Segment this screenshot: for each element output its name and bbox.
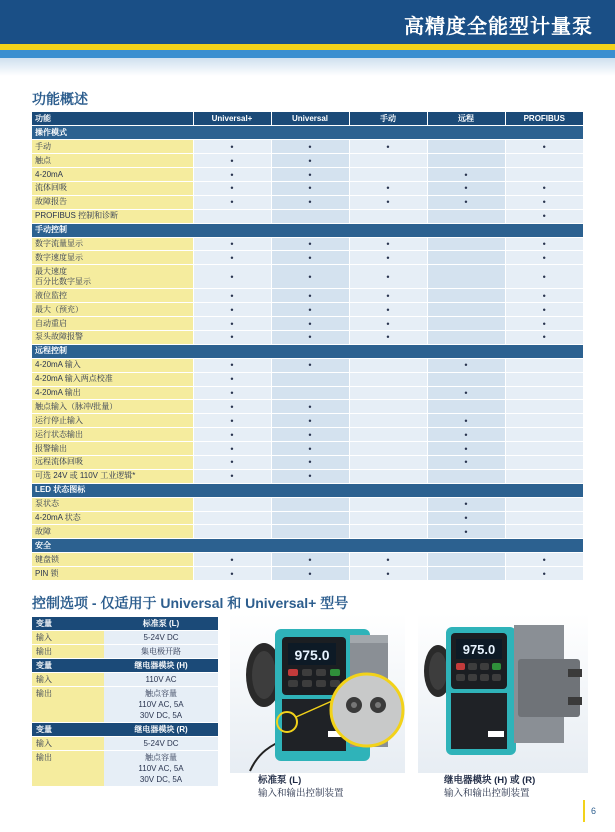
- feature-dot: •: [349, 195, 427, 209]
- feature-dot: •: [271, 358, 349, 372]
- feature-empty: [427, 567, 505, 581]
- feature-empty: [349, 372, 427, 386]
- module-header: 继电器模块 (H): [104, 659, 218, 673]
- control-row: [32, 673, 218, 687]
- feature-dot: •: [193, 372, 271, 386]
- feature-dot: •: [271, 553, 349, 567]
- control-options-table: [32, 617, 218, 787]
- feature-label: [32, 400, 193, 414]
- table-row: [32, 181, 583, 195]
- feature-label: [32, 237, 193, 251]
- feature-label-line: 数字流量显示: [35, 238, 83, 248]
- feature-dot: •: [505, 195, 583, 209]
- feature-label: [32, 289, 193, 303]
- feature-dot: •: [271, 414, 349, 428]
- feature-label: [32, 469, 193, 483]
- feature-label: [32, 414, 193, 428]
- feature-empty: [427, 289, 505, 303]
- page-header: [0, 0, 615, 44]
- table-row: [32, 195, 583, 209]
- table-row: [32, 469, 583, 483]
- table-row: [32, 525, 583, 539]
- feature-dot: •: [193, 181, 271, 195]
- table-row: [32, 251, 583, 265]
- feature-dot: •: [505, 251, 583, 265]
- variable-header: 变量: [32, 723, 104, 737]
- caption-subtitle: 输入和输出控制装置: [444, 788, 530, 799]
- control-variable: 输出: [32, 645, 104, 659]
- feature-empty: [427, 251, 505, 265]
- feature-empty: [505, 414, 583, 428]
- feature-dot: •: [193, 140, 271, 154]
- feature-dot: •: [271, 400, 349, 414]
- feature-label-line: 4-20mA 输出: [35, 387, 81, 397]
- feature-empty: [427, 303, 505, 317]
- category-label: 安全: [32, 539, 583, 553]
- feature-dot: •: [505, 553, 583, 567]
- module-header: 标准泵 (L): [104, 617, 218, 631]
- section-title-control-options: 控制选项 - 仅适用于 Universal 和 Universal+ 型号: [32, 595, 349, 611]
- control-value-line: 30V DC, 5A: [139, 711, 183, 720]
- feature-empty: [427, 330, 505, 344]
- feature-dot: •: [427, 181, 505, 195]
- feature-label: [32, 386, 193, 400]
- standard-pump-image: [230, 613, 405, 778]
- column-header: 手动: [349, 112, 427, 126]
- table-row: [32, 455, 583, 469]
- feature-label: [32, 442, 193, 456]
- control-header-row: [32, 617, 218, 631]
- feature-label-line: 触点: [35, 155, 51, 165]
- feature-dot: •: [505, 237, 583, 251]
- feature-label: [32, 511, 193, 525]
- table-row: [32, 154, 583, 168]
- function-table: [32, 112, 583, 581]
- table-row: [32, 553, 583, 567]
- control-variable: 输入: [32, 737, 104, 751]
- control-value-line: 集电极开路: [141, 647, 181, 656]
- feature-label: [32, 455, 193, 469]
- feature-empty: [349, 168, 427, 182]
- feature-empty: [505, 400, 583, 414]
- control-value-line: 触点容量: [145, 753, 177, 762]
- feature-empty: [427, 372, 505, 386]
- feature-empty: [505, 497, 583, 511]
- table-row: [32, 511, 583, 525]
- feature-label: [32, 265, 193, 289]
- table-row: [32, 497, 583, 511]
- control-header-row: [32, 723, 218, 737]
- table-row: [32, 140, 583, 154]
- feature-empty: [427, 317, 505, 331]
- feature-dot: •: [505, 567, 583, 581]
- control-row: [32, 645, 218, 659]
- feature-dot: •: [349, 567, 427, 581]
- category-row: [32, 126, 583, 140]
- feature-dot: •: [271, 195, 349, 209]
- feature-empty: [271, 372, 349, 386]
- feature-empty: [427, 140, 505, 154]
- feature-dot: •: [193, 567, 271, 581]
- feature-empty: [193, 497, 271, 511]
- feature-label-line: 故障: [35, 526, 51, 536]
- category-row: [32, 344, 583, 358]
- feature-label-line: 键盘锁: [35, 554, 59, 564]
- feature-label-line: 百分比数字显示: [35, 276, 91, 286]
- control-value: [104, 645, 218, 659]
- table-row: [32, 330, 583, 344]
- feature-empty: [427, 237, 505, 251]
- feature-empty: [427, 469, 505, 483]
- caption-title: 标准泵 (L): [258, 775, 302, 786]
- table-row: [32, 265, 583, 289]
- feature-dot: •: [271, 442, 349, 456]
- feature-dot: •: [349, 330, 427, 344]
- feature-dot: •: [271, 168, 349, 182]
- table-row: [32, 400, 583, 414]
- feature-dot: •: [271, 303, 349, 317]
- function-table-header: [32, 112, 583, 126]
- category-label: 操作模式: [32, 126, 583, 140]
- feature-dot: •: [505, 140, 583, 154]
- category-label: LED 状态图标: [32, 483, 583, 497]
- control-value: [104, 631, 218, 645]
- control-variable: 输入: [32, 673, 104, 687]
- control-value-line: 触点容量: [145, 689, 177, 698]
- pump-display-value: 975.0: [462, 642, 496, 657]
- feature-label-line: 泵头故障报警: [35, 332, 83, 342]
- feature-dot: •: [193, 553, 271, 567]
- feature-empty: [505, 442, 583, 456]
- feature-dot: •: [193, 237, 271, 251]
- feature-dot: •: [193, 330, 271, 344]
- feature-dot: •: [193, 195, 271, 209]
- feature-dot: •: [349, 553, 427, 567]
- feature-dot: •: [193, 303, 271, 317]
- feature-label-line: 最大（预充）: [35, 304, 83, 314]
- feature-dot: •: [193, 154, 271, 168]
- feature-empty: [193, 511, 271, 525]
- feature-empty: [349, 209, 427, 223]
- table-row: [32, 414, 583, 428]
- relay-module-pump-image: [418, 613, 588, 778]
- feature-empty: [505, 525, 583, 539]
- feature-label-line: 手动: [35, 141, 51, 151]
- category-row: [32, 483, 583, 497]
- feature-dot: •: [271, 330, 349, 344]
- feature-label: [32, 317, 193, 331]
- feature-dot: •: [427, 455, 505, 469]
- control-row: [32, 631, 218, 645]
- section-title-overview: 功能概述: [32, 91, 88, 107]
- feature-dot: •: [505, 181, 583, 195]
- feature-label-line: 触点输入（脉冲/批量）: [35, 401, 118, 411]
- feature-dot: •: [349, 251, 427, 265]
- feature-empty: [349, 358, 427, 372]
- feature-empty: [505, 372, 583, 386]
- feature-empty: [271, 497, 349, 511]
- control-value-line: 110V AC, 5A: [138, 764, 184, 773]
- feature-label: [32, 195, 193, 209]
- feature-dot: •: [349, 303, 427, 317]
- feature-empty: [271, 525, 349, 539]
- column-header: 功能: [32, 112, 193, 126]
- feature-dot: •: [349, 317, 427, 331]
- feature-dot: •: [271, 265, 349, 289]
- control-value: [104, 673, 218, 687]
- control-value-line: 5-24V DC: [143, 633, 179, 642]
- feature-empty: [505, 386, 583, 400]
- table-row: [32, 289, 583, 303]
- feature-empty: [193, 525, 271, 539]
- control-value-line: 5-24V DC: [143, 739, 179, 748]
- control-value-line: 110V AC, 5A: [138, 700, 184, 709]
- feature-empty: [427, 400, 505, 414]
- table-row: [32, 209, 583, 223]
- feature-dot: •: [193, 289, 271, 303]
- page-number: 6: [591, 806, 597, 816]
- feature-empty: [505, 358, 583, 372]
- caption-standard-pump: [258, 774, 344, 800]
- feature-label: [32, 567, 193, 581]
- control-value: [104, 751, 218, 787]
- control-variable: 输出: [32, 751, 104, 787]
- feature-empty: [271, 386, 349, 400]
- control-value-line: 30V DC, 5A: [139, 775, 183, 784]
- feature-dot: •: [427, 442, 505, 456]
- feature-dot: •: [427, 511, 505, 525]
- feature-dot: •: [271, 567, 349, 581]
- category-label: 远程控制: [32, 344, 583, 358]
- control-variable: 输出: [32, 687, 104, 723]
- feature-label: [32, 428, 193, 442]
- feature-dot: •: [271, 154, 349, 168]
- feature-label-line: 4-20mA 输入两点校准: [35, 374, 113, 384]
- feature-dot: •: [349, 237, 427, 251]
- feature-dot: •: [427, 525, 505, 539]
- feature-label-line: 最大速度: [35, 266, 67, 276]
- feature-label-line: PIN 锁: [35, 568, 59, 578]
- feature-dot: •: [427, 195, 505, 209]
- column-header: 远程: [427, 112, 505, 126]
- feature-empty: [349, 400, 427, 414]
- feature-empty: [271, 209, 349, 223]
- feature-dot: •: [505, 265, 583, 289]
- table-row: [32, 358, 583, 372]
- table-row: [32, 442, 583, 456]
- feature-dot: •: [193, 442, 271, 456]
- feature-label-line: 数字速度显示: [35, 252, 83, 262]
- feature-label-line: 4-20mA: [35, 169, 64, 179]
- feature-empty: [427, 209, 505, 223]
- category-row: [32, 223, 583, 237]
- feature-dot: •: [271, 469, 349, 483]
- feature-empty: [349, 525, 427, 539]
- table-row: [32, 372, 583, 386]
- feature-dot: •: [193, 386, 271, 400]
- feature-dot: •: [193, 317, 271, 331]
- feature-empty: [349, 511, 427, 525]
- feature-dot: •: [427, 386, 505, 400]
- feature-dot: •: [271, 455, 349, 469]
- feature-label: [32, 168, 193, 182]
- feature-dot: •: [505, 303, 583, 317]
- feature-empty: [427, 154, 505, 168]
- feature-dot: •: [193, 358, 271, 372]
- table-row: [32, 237, 583, 251]
- feature-dot: •: [427, 168, 505, 182]
- control-header-row: [32, 659, 218, 673]
- category-label: 手动控制: [32, 223, 583, 237]
- feature-empty: [505, 154, 583, 168]
- caption-title: 继电器模块 (H) 或 (R): [444, 775, 536, 786]
- feature-label-line: 故障报告: [35, 197, 67, 207]
- feature-dot: •: [271, 237, 349, 251]
- feature-dot: •: [427, 428, 505, 442]
- feature-label: [32, 251, 193, 265]
- feature-dot: •: [193, 251, 271, 265]
- feature-dot: •: [505, 317, 583, 331]
- feature-empty: [505, 455, 583, 469]
- feature-label-line: 自动重启: [35, 318, 67, 328]
- feature-empty: [193, 209, 271, 223]
- column-header: Universal+: [193, 112, 271, 126]
- control-row: [32, 751, 218, 787]
- feature-empty: [427, 265, 505, 289]
- control-variable: 输入: [32, 631, 104, 645]
- feature-label-line: 运行停止输入: [35, 415, 83, 425]
- feature-label: [32, 372, 193, 386]
- feature-empty: [427, 553, 505, 567]
- feature-dot: •: [349, 140, 427, 154]
- module-header: 继电器模块 (R): [104, 723, 218, 737]
- caption-relay-module: [444, 774, 535, 800]
- control-row: [32, 737, 218, 751]
- control-value-line: 110V AC: [145, 675, 177, 684]
- variable-header: 变量: [32, 659, 104, 673]
- caption-subtitle: 输入和输出控制装置: [258, 788, 344, 799]
- feature-dot: •: [427, 414, 505, 428]
- feature-dot: •: [271, 181, 349, 195]
- control-value: [104, 687, 218, 723]
- table-row: [32, 168, 583, 182]
- feature-label-line: PROFIBUS 控制和诊断: [35, 211, 119, 221]
- feature-empty: [349, 442, 427, 456]
- table-row: [32, 317, 583, 331]
- feature-label-line: 报警输出: [35, 443, 67, 453]
- feature-empty: [271, 511, 349, 525]
- feature-dot: •: [349, 289, 427, 303]
- feature-label-line: 流体回吸: [35, 183, 67, 193]
- table-row: [32, 386, 583, 400]
- feature-dot: •: [271, 251, 349, 265]
- feature-empty: [505, 428, 583, 442]
- feature-empty: [349, 497, 427, 511]
- feature-dot: •: [505, 289, 583, 303]
- feature-label-line: 可选 24V 或 110V 工业逻辑*: [35, 471, 136, 481]
- feature-dot: •: [427, 497, 505, 511]
- feature-empty: [349, 386, 427, 400]
- column-header: PROFIBUS: [505, 112, 583, 126]
- feature-label: [32, 358, 193, 372]
- table-row: [32, 303, 583, 317]
- feature-empty: [349, 154, 427, 168]
- variable-header: 变量: [32, 617, 104, 631]
- control-row: [32, 687, 218, 723]
- pump-display-value: 975.0: [294, 647, 330, 663]
- feature-label-line: 液位监控: [35, 290, 67, 300]
- feature-dot: •: [271, 140, 349, 154]
- feature-empty: [349, 428, 427, 442]
- feature-empty: [349, 414, 427, 428]
- feature-dot: •: [193, 455, 271, 469]
- feature-label-line: 远程流体回吸: [35, 457, 83, 467]
- feature-dot: •: [271, 428, 349, 442]
- feature-label: [32, 209, 193, 223]
- feature-label-line: 运行状态输出: [35, 429, 83, 439]
- category-row: [32, 539, 583, 553]
- header-stripe-blue: [0, 50, 615, 58]
- feature-empty: [349, 455, 427, 469]
- feature-dot: •: [505, 330, 583, 344]
- feature-dot: •: [193, 469, 271, 483]
- table-row: [32, 428, 583, 442]
- feature-label: [32, 181, 193, 195]
- feature-label: [32, 553, 193, 567]
- feature-label: [32, 497, 193, 511]
- feature-label: [32, 330, 193, 344]
- feature-label: [32, 140, 193, 154]
- table-row: [32, 567, 583, 581]
- feature-dot: •: [193, 428, 271, 442]
- feature-dot: •: [271, 317, 349, 331]
- feature-dot: •: [193, 265, 271, 289]
- feature-empty: [505, 469, 583, 483]
- feature-label: [32, 525, 193, 539]
- feature-dot: •: [193, 414, 271, 428]
- feature-dot: •: [349, 181, 427, 195]
- page-title: 高精度全能型计量泵: [404, 16, 593, 38]
- feature-empty: [349, 469, 427, 483]
- feature-label-line: 4-20mA 状态: [35, 512, 81, 522]
- page-number-bar: [583, 800, 585, 822]
- feature-dot: •: [349, 265, 427, 289]
- feature-dot: •: [193, 168, 271, 182]
- column-header: Universal: [271, 112, 349, 126]
- feature-dot: •: [427, 358, 505, 372]
- feature-empty: [505, 511, 583, 525]
- feature-label-line: 泵状态: [35, 499, 59, 509]
- feature-dot: •: [193, 400, 271, 414]
- control-value: [104, 737, 218, 751]
- feature-label-line: 4-20mA 输入: [35, 360, 81, 370]
- feature-label: [32, 303, 193, 317]
- feature-dot: •: [271, 289, 349, 303]
- feature-label: [32, 154, 193, 168]
- feature-empty: [505, 168, 583, 182]
- header-band: [0, 58, 615, 76]
- feature-dot: •: [505, 209, 583, 223]
